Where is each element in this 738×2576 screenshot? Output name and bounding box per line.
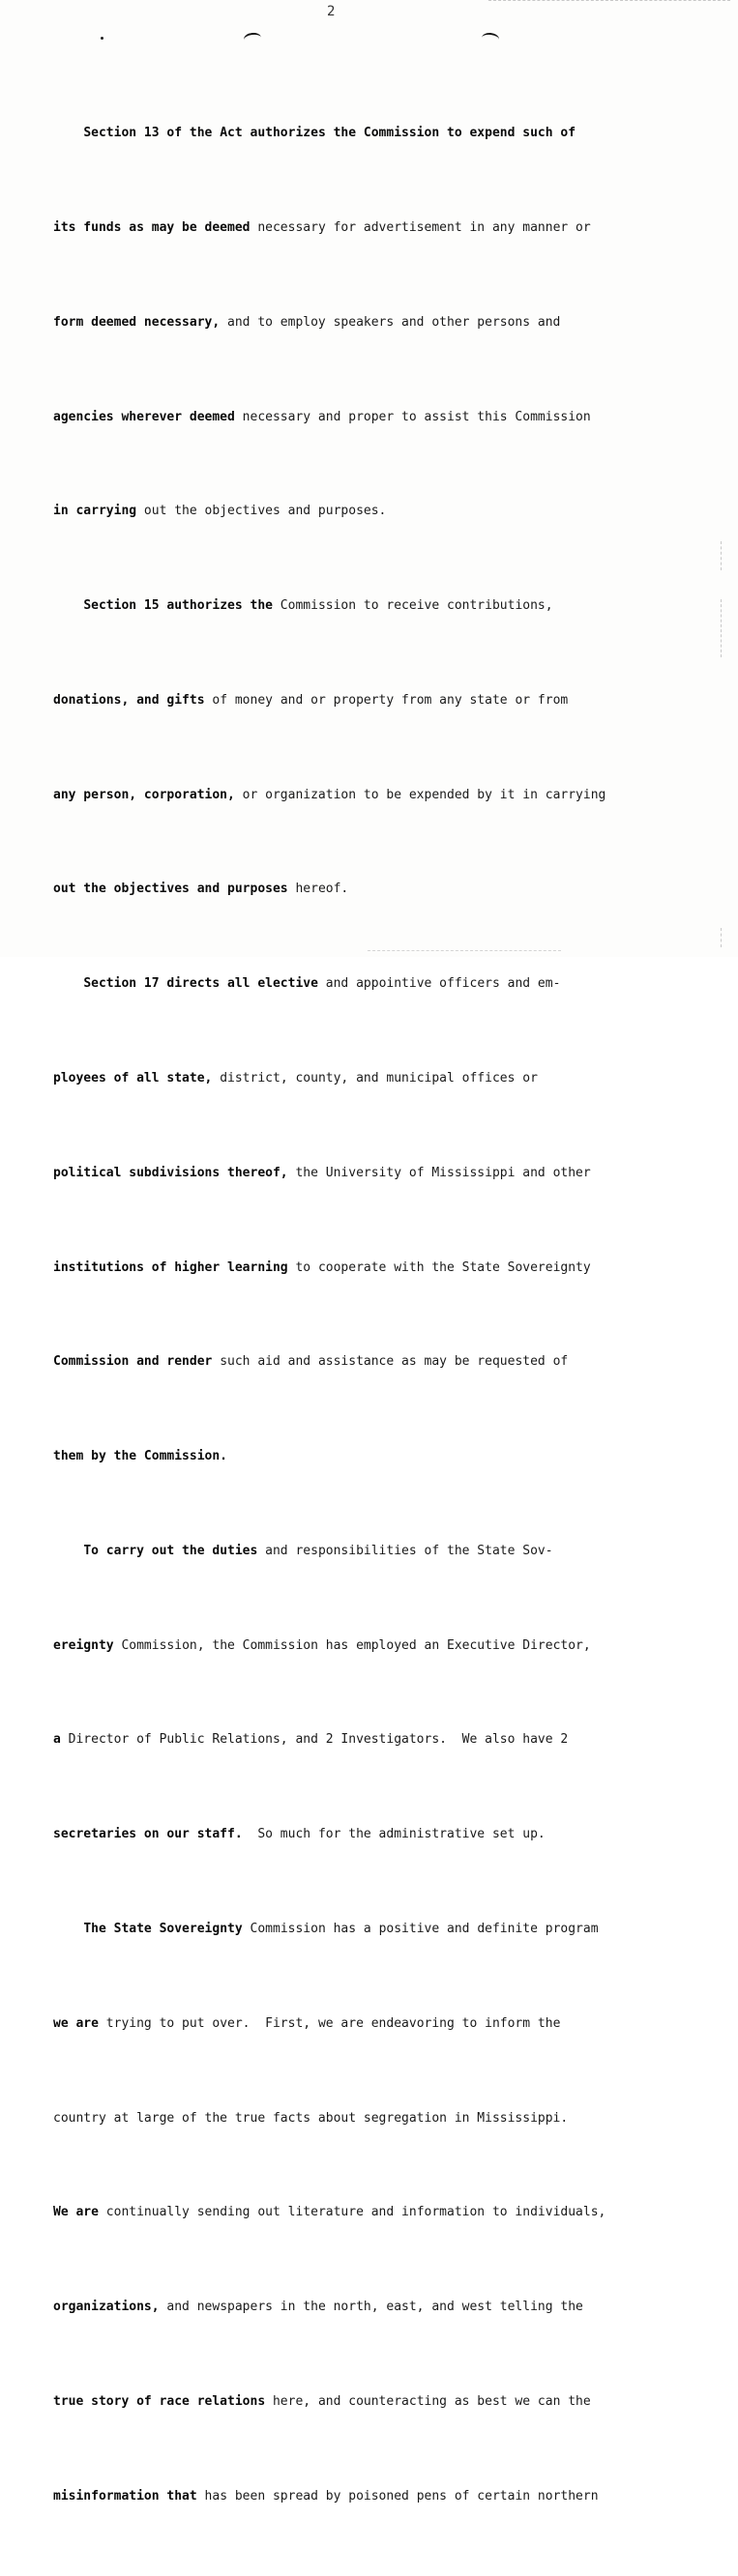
text-line: Section 13 of the Act authorizes the Commission to expend such of xyxy=(83,126,576,141)
text-line: The State Sovereignty Commission has a positive and definite program xyxy=(83,1922,599,1937)
text-line: misinformation that has been spread by poisoned pens of certain northern xyxy=(53,2488,599,2504)
text-line: out the objectives and purposes hereof. xyxy=(53,882,349,897)
text-line: a Director of Public Relations, and 2 Investigators. We also have 2 xyxy=(53,1732,569,1748)
text-line: country at large of the true facts about segregation in Mississippi. xyxy=(53,2110,569,2126)
text-line: true story of race relations here, and counteracting as best we can the xyxy=(53,2393,591,2409)
document-body xyxy=(53,55,730,2576)
text-line: We are continually sending out literature and information to individuals, xyxy=(53,2205,606,2220)
scan-edge-mark xyxy=(488,0,730,1)
text-line: ereignty Commission, the Commission has employed an Executive Director, xyxy=(53,1637,591,1653)
text-line: institutions of higher learning to cooperate with the State Sovereignty xyxy=(53,1259,591,1275)
binding-hole-mark xyxy=(481,32,499,45)
text-line: donations, and gifts of money and or property from any state or from xyxy=(53,692,569,708)
stray-mark xyxy=(101,37,103,40)
text-line: political subdivisions thereof, the University of Mississippi and other xyxy=(53,1165,591,1180)
text-line: any person, corporation, or organization to be expended by it in carrying xyxy=(53,787,606,802)
text-line: organizations, and newspapers in the north, east, and west telling the xyxy=(53,2300,583,2315)
text-line: Section 15 authorizes the Commission to receive contributions, xyxy=(83,598,553,614)
page-number: 2 xyxy=(327,4,336,19)
text-line: in carrying out the objectives and purposes. xyxy=(53,504,387,519)
text-line: we are trying to put over. First, we are endeavoring to inform the xyxy=(53,2015,561,2031)
text-line: To carry out the duties and responsibilities of the State Sov- xyxy=(83,1543,553,1558)
text-line: Commission and render such aid and assistance as may be requested of xyxy=(53,1354,569,1370)
text-line: secretaries on our staff. So much for the administrative set up. xyxy=(53,1827,546,1842)
text-line: Section 17 directs all elective and appointive officers and em- xyxy=(83,976,561,992)
text-line: ployees of all state, district, county, and municipal offices or xyxy=(53,1071,538,1085)
text-line: agencies wherever deemed necessary and proper to assist this Commission xyxy=(53,409,591,424)
text-line: its funds as may be deemed necessary for advertisement in any manner or xyxy=(53,219,591,235)
binding-hole-mark xyxy=(243,32,261,45)
text-line: form deemed necessary, and to employ speakers and other persons and xyxy=(53,314,561,330)
text-line: them by the Commission. xyxy=(53,1449,228,1464)
